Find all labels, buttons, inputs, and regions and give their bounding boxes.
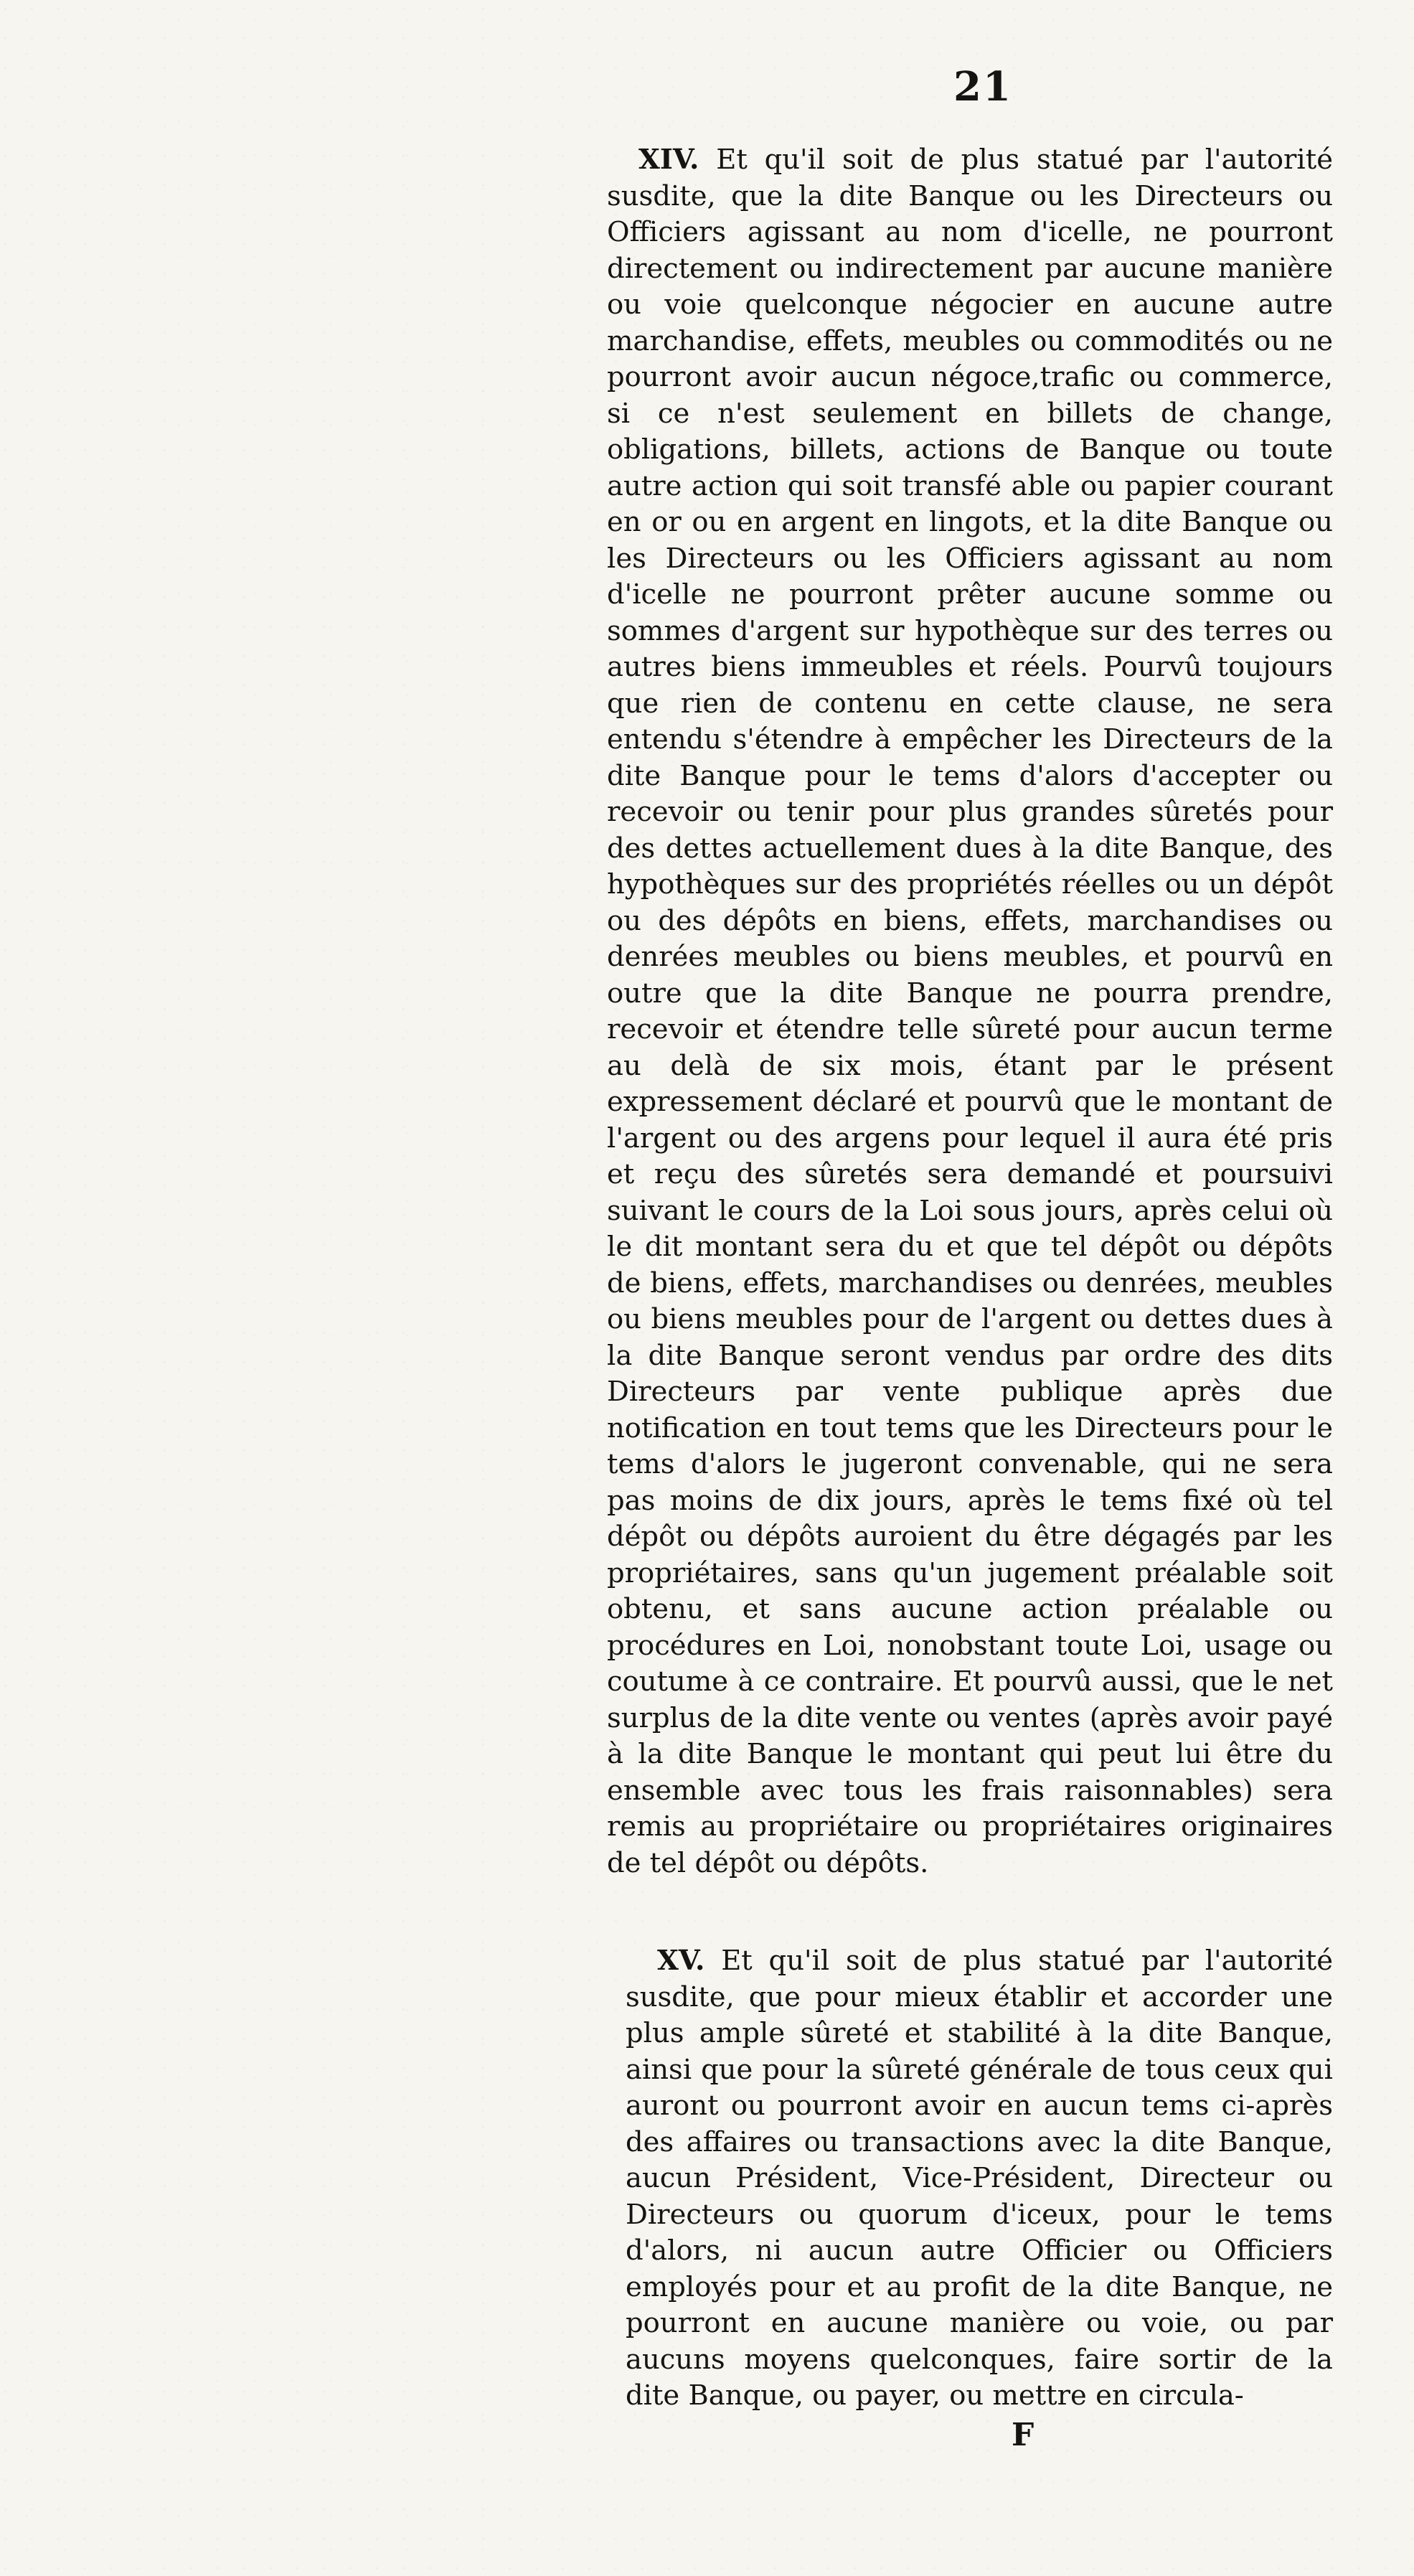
section-xiv-text: Et qu'il soit de plus statué par l'autorité susdite, que la dite Banque ou les Directeurs ou Officiers agissant au nom d'icelle, ne pourront directement ou indirectement par aucune manière ou voie quelconque négocier en aucune autre marchandise, effets, meubles ou commodités ou ne pourront avoir aucun négoce,trafic ou commerce, si ce n'est seulement en billets de change, obligations, billets, actions de Banque ou toute autre action qui soit transfé able ou papier courant en or ou en argent en lingots, et la dite Banque ou les Directeurs ou les Officiers agissant au nom d'icelle ne pourront prêter aucune somme ou sommes d'argent sur hypothèque sur des terres ou autres biens immeubles et réels. Pourvû toujours que rien de contenu en cette clause, ne sera entendu s'étendre à empêcher les Directeurs de la dite Banque pour le tems d'alors d'accepter ou recevoir ou tenir pour plus grandes sûretés pour des dettes actuellement dues à la dite Banque, des hypothèques sur des propriétés réelles ou un dépôt ou des dépôts en biens, effets, marchandises ou denrées meubles ou biens meubles, et pourvû en outre que la dite Banque ne pourra prendre, recevoir et étendre telle sûreté pour aucun terme au delà de six mois, étant par le présent expressement déclaré et pourvû que le montant de l'argent ou des argens pour lequel il aura été pris et reçu des sûretés sera demandé et poursuivi suivant le cours de la Loi sous jours, après celui où le dit montant sera du et que tel dépôt ou dépôts de biens, effets, marchandises ou denrées, meubles ou biens meubles pour de l'argent ou dettes dues à la dite Banque seront vendus par ordre des dits Directeurs par vente publique après due notification en tout tems que les Directeurs pour le tems d'alors le jugeront convenable, qui ne sera pas moins de dix jours, après le tems fixé où tel dépôt ou dépôts auroient du être dégagés par les propriétaires, sans qu'un jugement préalable soit obtenu, et sans aucune action préalable ou procédures en Loi, nonobstant toute Loi, usage ou coutume à ce contraire. Et pourvû aussi, que le net surplus de la dite vente ou ventes (après avoir payé à la dite Banque le montant qui peut lui être du ensemble avec tous les frais raisonnables) sera remis au propriétaire ou propriétaires originaires de tel dépôt ou dépôts.: [607, 144, 1333, 1879]
section-xiv: [607, 142, 1333, 1881]
section-xv-paragraph: [626, 1943, 1333, 2415]
section-xiv-paragraph: [607, 142, 1333, 1881]
section-xiv-marker: XIV.: [638, 144, 699, 176]
signature-mark: F: [1012, 2417, 1034, 2453]
section-xv-marker: XV.: [657, 1945, 705, 1977]
section-xv: [626, 1943, 1333, 2415]
section-xv-text: Et qu'il soit de plus statué par l'autorité susdite, que pour mieux établir et accorder une plus ample sûreté et stabilité à la dite Banque, ainsi que pour la sûreté générale de tous ceux qui auront ou pourront avoir en aucun tems ci-après des affaires ou transactions avec la dite Banque, aucun Président, Vice-Président, Directeur ou Directeurs ou quorum d'iceux, pour le tems d'alors, ni aucun autre Officier ou Officiers employés pour et au profit de la dite Banque, ne pourront en aucune manière ou voie, ou par aucuns moyens quelconques, faire sortir de la dite Banque, ou payer, ou mettre en circula-: [626, 1945, 1333, 2412]
page-number: 21: [953, 63, 1012, 111]
